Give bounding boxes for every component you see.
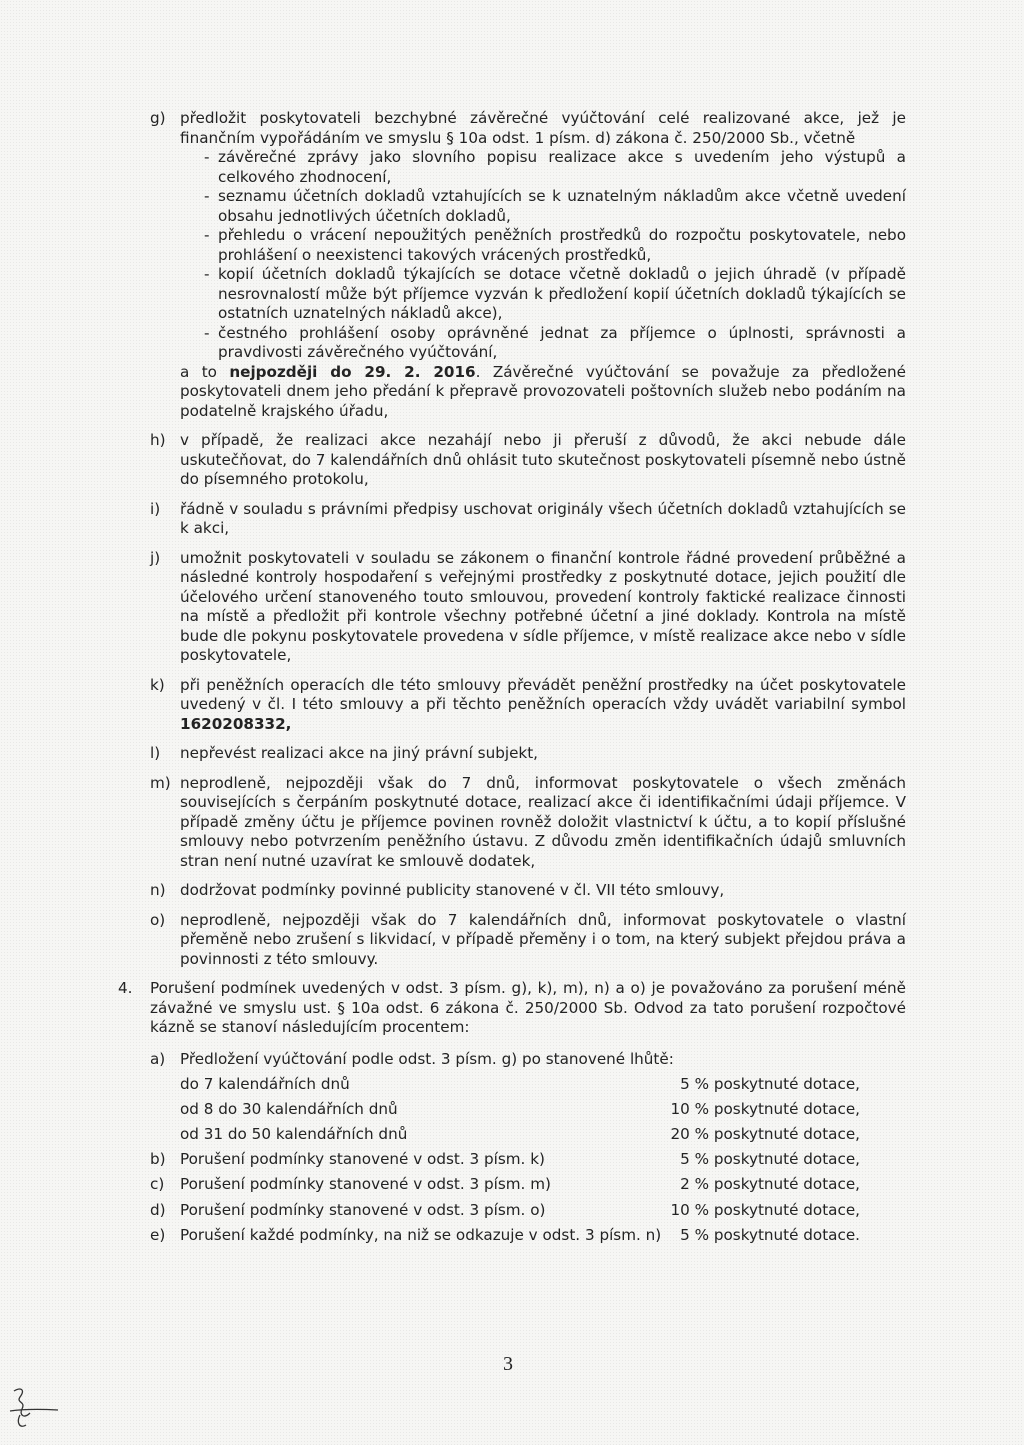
clause-text: předložit poskytovateli bezchybné závěrečné vyúčtování celé realizované akce, jež je finančním vypořádáním ve smyslu § 10a odst. 1 písm. d) zákona č. 250/2000 Sb., včetně [180, 109, 906, 147]
penalty-a [0, 1050, 1024, 1075]
penalty-label: d) [150, 1200, 166, 1219]
bullet-item: - kopií účetních dokladů týkajících se dotace včetně dokladů o jejich úhradě (v případě nesrovnalostí může být příjemce vyzván k předložení kopií účetních dokladů týkajících se ostatních uznatelných nákladů akce), [204, 265, 906, 322]
signature-mark [6, 1385, 62, 1433]
penalty-c [0, 1175, 1024, 1200]
bullet-item: - seznamu účetních dokladů vztahujících se k uznatelným nákladům akce včetně uvedení obsahu jednotlivých účetních dokladů, [204, 187, 906, 225]
penalty-rate: 5 % poskytnuté dotace. [680, 1225, 860, 1244]
penalty-text: Porušení podmínky stanovené v odst. 3 písm. m) [180, 1175, 551, 1194]
tier-rate: 10 % poskytnuté dotace, [670, 1099, 860, 1118]
clause-h [0, 431, 1024, 490]
clause-label: l) [150, 744, 161, 762]
penalty-e [0, 1226, 1024, 1251]
document-body [0, 109, 1024, 1251]
clause-text: neprodleně, nejpozději však do 7 dnů, informovat poskytovatele o všech změnách souvisejících s čerpáním poskytnuté dotace, realizací akce či identifikačními údaji příjemce. V případě změny účtu je příjemce povinen rovněž doložit vlastnictví k účtu, a to kopií příslušné smlouvy nebo potvrzením peněžního ústavu. Z důvodu změn identifikačních údajů smluvních stran není nutné uzavírat ke smlouvě dodatek, [180, 773, 906, 870]
dash-icon: - [204, 226, 210, 244]
dash-icon: - [204, 187, 210, 205]
penalty-text: Porušení podmínky stanovené v odst. 3 písm. k) [180, 1150, 545, 1169]
penalty-tier [0, 1075, 1024, 1100]
section-4 [0, 979, 1024, 1038]
clause-label: i) [150, 499, 161, 518]
clause-g [0, 109, 1024, 421]
clause-j [0, 549, 1024, 666]
penalty-text: Porušení každé podmínky, na niž se odkazuje v odst. 3 písm. n) [180, 1225, 662, 1244]
bullet-item: - závěrečné zprávy jako slovního popisu realizace akce s uvedením jeho výstupů a celkového zhodnocení, [204, 148, 906, 186]
penalty-text: Předložení vyúčtování podle odst. 3 písm. g) po stanovené lhůtě: [180, 1049, 674, 1068]
clause-label: h) [150, 431, 166, 449]
penalty-d [0, 1201, 1024, 1226]
penalty-label: e) [150, 1225, 166, 1244]
clause-label: n) [150, 881, 166, 899]
penalty-tier [0, 1100, 1024, 1125]
variable-symbol: 1620208332, [180, 714, 292, 733]
penalty-list [0, 1050, 1024, 1252]
dash-icon: - [204, 265, 210, 283]
bullet-item: - přehledu o vrácení nepoužitých peněžních prostředků do rozpočtu poskytovatele, nebo prohlášení o neexistenci takových vrácených prostředků, [204, 226, 906, 264]
deadline-text: a to nejpozději do 29. 2. 2016. Závěrečné vyúčtování se považuje za předložené poskytovateli dnem jeho předání k přepravě provozovateli poštovních služeb nebo podáním na podatelně krajského úřadu, [180, 362, 906, 420]
dash-icon: - [204, 323, 210, 342]
clause-text: řádně v souladu s právními předpisy uschovat originály všech účetních dokladů vztahujících se k akci, [180, 499, 906, 537]
clause-label: j) [150, 548, 161, 567]
clause-text: neprodleně, nejpozději však do 7 kalendářních dnů, informovat poskytovatele o vlastní přeměně nebo zrušení s likvidací, v případě přeměny i o tom, na který subjekt přejdou práva a povinnosti z této smlouvy. [180, 910, 906, 968]
clause-m [0, 774, 1024, 872]
clause-n [0, 881, 1024, 901]
tier-range: od 31 do 50 kalendářních dnů [180, 1125, 408, 1144]
clause-i [0, 500, 1024, 539]
tier-range: od 8 do 30 kalendářních dnů [180, 1099, 398, 1118]
tier-rate: 20 % poskytnuté dotace, [670, 1125, 860, 1144]
penalty-text: Porušení podmínky stanovené v odst. 3 písm. o) [180, 1200, 546, 1219]
section-text: Porušení podmínek uvedených v odst. 3 písm. g), k), m), n) a o) je považováno za porušení méně závažné ve smyslu ust. § 10a odst. 6 zákona č. 250/2000 Sb. Odvod za tato porušení rozpočtové kázně se stanoví následujícím procentem: [150, 979, 906, 1036]
deadline-date: nejpozději do 29. 2. 2016 [229, 362, 476, 381]
tier-range: do 7 kalendářních dnů [180, 1074, 350, 1093]
clause-o [0, 911, 1024, 970]
penalty-rate: 2 % poskytnuté dotace, [680, 1175, 860, 1194]
clause-label: k) [150, 675, 165, 694]
penalty-label: c) [150, 1175, 165, 1194]
penalty-rate: 10 % poskytnuté dotace, [670, 1200, 860, 1219]
section-number: 4. [118, 979, 133, 997]
penalty-label: b) [150, 1150, 166, 1169]
penalty-tier [0, 1125, 1024, 1150]
clause-l [0, 744, 1024, 764]
clause-label: m) [150, 773, 171, 792]
clause-text: nepřevést realizaci akce na jiný právní subjekt, [180, 744, 539, 762]
penalty-label: a) [150, 1049, 166, 1068]
clause-text: umožnit poskytovateli v souladu se zákonem o finanční kontrole řádné provedení průběžné a následné kontroly hospodaření s veřejnými prostředky z poskytnuté dotace, jejich použití dle účelového určení stanoveného touto smlouvou, provedení kontroly faktické realizace činnosti na místě a předložit při kontrole všechny potřebné účetní a jiné doklady. Kontrola na místě bude dle pokynu poskytovatele provedena v sídle příjemce, v místě realizace akce nebo v sídle poskytovatele, [180, 548, 906, 664]
dash-icon: - [204, 148, 210, 166]
clause-text: dodržovat podmínky povinné publicity stanovené v čl. VII této smlouvy, [180, 881, 725, 899]
clause-k [0, 676, 1024, 735]
page-number: 3 [503, 1353, 513, 1375]
bullet-item: - čestného prohlášení osoby oprávněné jednat za příjemce o úplnosti, správnosti a pravdivosti závěrečného vyúčtování, [204, 323, 906, 361]
clause-text: při peněžních operacích dle této smlouvy převádět peněžní prostředky na účet poskytovatele uvedený v čl. I této smlouvy a při těchto peněžních operacích vždy uvádět variabilní symbol 1620208332, [180, 675, 906, 733]
penalty-b [0, 1150, 1024, 1175]
penalty-rate: 5 % poskytnuté dotace, [680, 1150, 860, 1169]
clause-text: v případě, že realizaci akce nezahájí nebo ji přeruší z důvodů, že akci nebude dále uskutečňovat, do 7 kalendářních dnů ohlásit tuto skutečnost poskytovateli písemně nebo ústně do písemného protokolu, [180, 431, 906, 488]
clause-label: g) [150, 109, 166, 127]
tier-rate: 5 % poskytnuté dotace, [680, 1074, 860, 1093]
clause-label: o) [150, 910, 166, 929]
